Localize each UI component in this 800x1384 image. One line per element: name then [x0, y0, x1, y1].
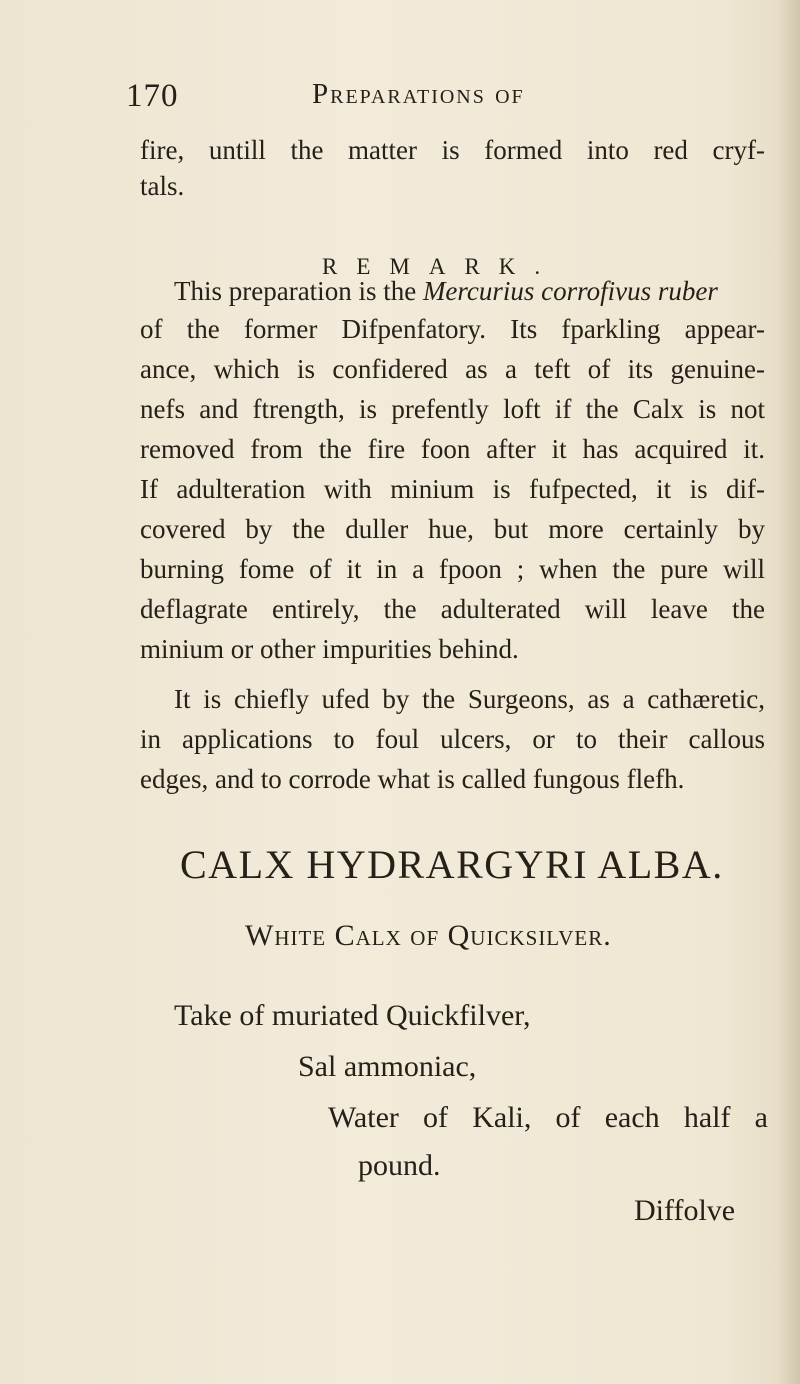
text-line: covered by the duller hue, but more certainly by [140, 514, 765, 544]
text-line: If adulteration with minium is fufpected, it is dif- [140, 474, 765, 504]
catchword: Diffolve [634, 1194, 736, 1227]
recipe-line: Take of muriated Quickfilver, [174, 999, 531, 1032]
text-line: edges, and to corrode what is called fungous flefh. [140, 764, 685, 794]
text-line: burning fome of it in a fpoon ; when the pure will [140, 554, 765, 584]
recipe-line: Sal ammoniac, [298, 1050, 477, 1083]
page-edge-shadow [778, 0, 800, 1384]
text-line: nefs and ftrength, is prefently loft if the Calx is not [140, 394, 765, 424]
recipe-line: Water of Kali, of each half a [328, 1101, 768, 1134]
text-line: removed from the fire foon after it has acquired it. [140, 434, 765, 464]
text-line: tals. [140, 171, 185, 201]
text-line: ance, which is confidered as a teft of its genuine- [140, 354, 765, 384]
section-heading: CALX HYDRARGYRI ALBA. [180, 842, 724, 887]
remark-heading: REMARK. [322, 254, 560, 279]
recipe-line: pound. [358, 1149, 441, 1182]
running-title: Preparations of [312, 78, 525, 110]
text-line: in applications to foul ulcers, or to their callous [140, 724, 765, 754]
text-line: minium or other impurities behind. [140, 634, 519, 664]
section-subheading: White Calx of Quicksilver. [245, 919, 612, 952]
text-line: of the former Difpenfatory. Its fparkling appear- [140, 314, 765, 344]
text-line [174, 278, 718, 305]
text-line: It is chiefly ufed by the Surgeons, as a cathæretic, [174, 684, 765, 714]
text-fragment: This preparation is the [174, 276, 423, 306]
latin-term: Mercurius corrofivus ruber [422, 276, 718, 306]
page-number: 170 [126, 78, 179, 114]
text-line: fire, untill the matter is formed into red cryf- [140, 135, 765, 165]
text-line: deflagrate entirely, the adulterated will leave the [140, 594, 765, 624]
